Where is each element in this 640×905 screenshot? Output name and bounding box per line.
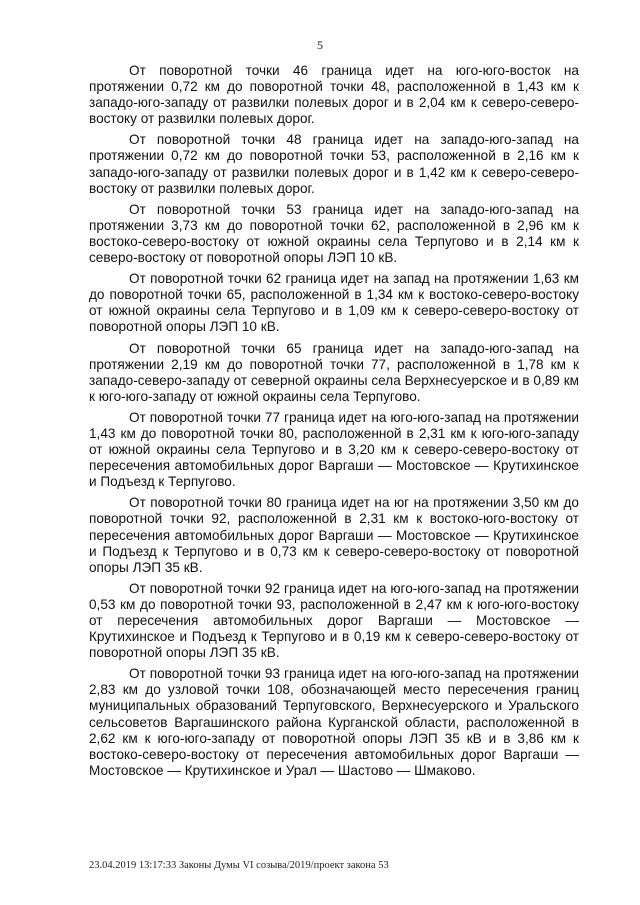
paragraph-point-62: От поворотной точки 62 граница идет на запад на протяжении 1,63 км до поворотной точки 65, расположенной в 1,34 км к востоко-северо-востоку от южной окраины села Терпугово и в 1,09 км к северо-северо-востоку от поворотной опоры ЛЭП 10 кВ. — [89, 271, 579, 335]
paragraph-point-48: От поворотной точки 48 граница идет на западо-юго-запад на протяжении 0,72 км до поворотной точки 53, расположенной в 2,16 км к западо-юго-западу от развилки полевых дорог и в 1,42 км к северо-северо-востоку от развилки полевых дорог. — [89, 132, 579, 196]
paragraph-point-92: От поворотной точки 92 граница идет на юго-юго-запад на протяжении 0,53 км до поворотной точки 93, расположенной в 2,47 км к юго-юго-востоку от пересечения автомобильных дорог Варгаши — Мостовское — Крутихинское и Подъезд к Терпугово и в 0,19 км к северо-северо-востоку от поворотной опоры ЛЭП 35 кВ. — [89, 580, 579, 661]
paragraph-point-65: От поворотной точки 65 граница идет на западо-юго-запад на протяжении 2,19 км до поворотной точки 77, расположенной в 1,78 км к западо-северо-западу от северной окраины села Верхнесуерское и в 0,89 км к юго-юго-западу от южной окраины села Терпугово. — [89, 340, 579, 404]
paragraph-point-53: От поворотной точки 53 граница идет на западо-юго-запад на протяжении 3,73 км до поворотной точки 62, расположенной в 2,96 км к востоко-северо-востоку от южной окраины села Терпугово и в 2,14 км к северо-востоку от поворотной опоры ЛЭП 10 кВ. — [89, 201, 579, 266]
paragraph-point-80: От поворотной точки 80 граница идет на юг на протяжении 3,50 км до поворотной точки 92, расположенной в 2,31 км к востоко-юго-востоку от пересечения автомобильных дорог Варгаши — Мостовское — Крутихинское и Подъезд к Терпугово и в 0,73 км к северо-северо-востоку от поворотной опоры ЛЭП 35 кВ. — [89, 495, 579, 575]
document-body — [89, 63, 579, 784]
paragraph-point-77: От поворотной точки 77 граница идет на юго-юго-запад на протяжении 1,43 км до поворотной точки 80, расположенной в 2,31 км к юго-юго-западу от южной окраины села Терпугово и в 3,20 км к северо-северо-востоку от пересечения автомобильных дорог Варгаши — Мостовское — Крутихинское и Подъезд к Терпугово. — [89, 409, 579, 490]
paragraph-point-93: От поворотной точки 93 граница идет на юго-юго-запад на протяжении 2,83 км до узловой точки 108, обозначающей место пересечения границ муниципальных образований Терпуговского, Верхнесуерского и Уральского сельсоветов Варгашинского района Курганской области, расположенной в 2,62 км к юго-юго-западу от поворотной опоры ЛЭП 35 кВ и в 3,86 км к востоко-северо-востоку от пересечения автомобильных дорог Варгаши — Мостовское — Крутихинское и Урал — Шастово — Шмаково. — [89, 666, 579, 778]
document-footer: 23.04.2019 13:17:33 Законы Думы VI созыва/2019/проект закона 53 — [89, 860, 389, 871]
paragraph-point-46: От поворотной точки 46 граница идет на юго-юго-восток на протяжении 0,72 км до поворотной точки 48, расположенной в 1,43 км к западо-юго-западу от развилки полевых дорог и в 2,04 км к северо-северо-востоку от развилки полевых дорог. — [89, 63, 579, 127]
page-number: 5 — [317, 38, 323, 52]
